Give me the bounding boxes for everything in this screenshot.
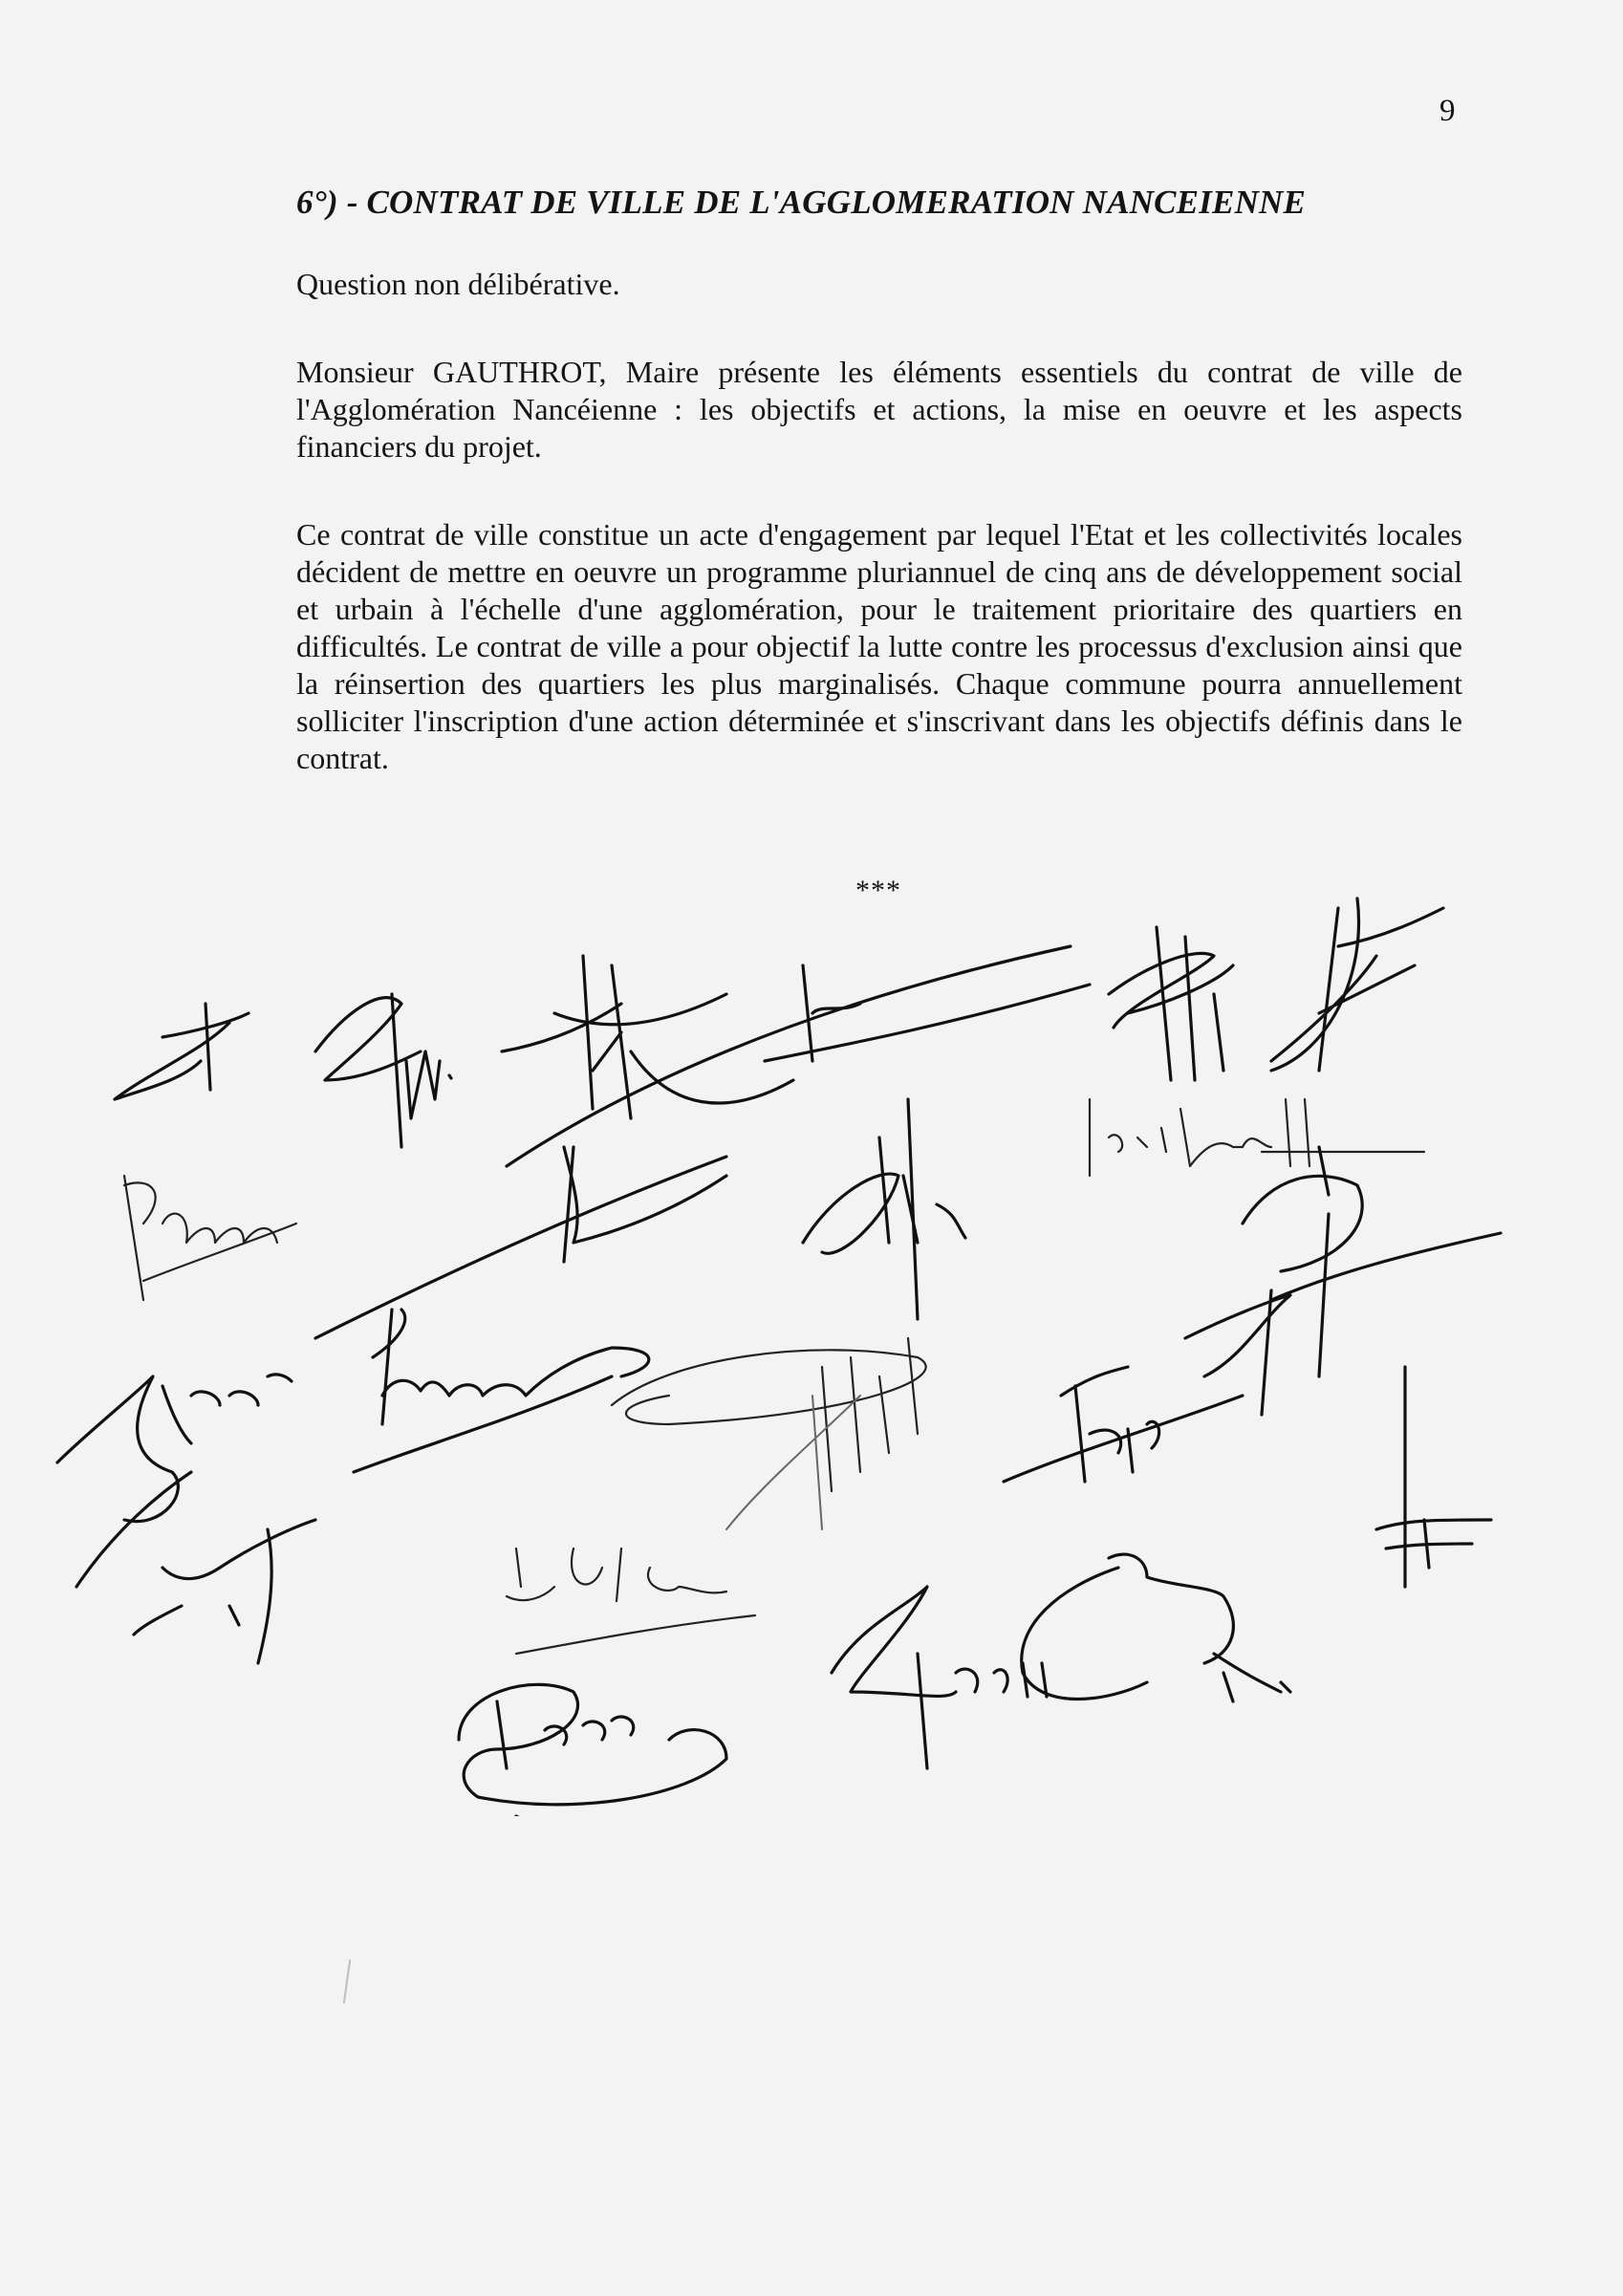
signature-faint bbox=[726, 1396, 860, 1529]
paragraph-question-type: Question non délibérative. bbox=[296, 267, 620, 301]
signature-5 bbox=[1109, 927, 1233, 1080]
signature-louis-bertrand bbox=[1090, 1099, 1424, 1176]
signature-prouye bbox=[124, 1176, 296, 1300]
paper-mark bbox=[343, 1960, 351, 2004]
paragraph-contract-description: Ce contrat de ville constitue un acte d'engagement par lequel l'Etat et les collectivités locales décident de mettre en oeuvre un programme pluriannuel de cinq ans de développement social et urbain à l'échelle d'une agglomération, pour le traitement prioritaire des quartiers en difficultés. Le contrat de ville a pour objectif la lutte contre les processus d'exclusion ainsi que la réinsertion des quartiers les plus marginalisés. Chaque commune pourra annuellement solliciter l'inscription d'une action déterminée et s'inscrivant dans les objectifs définis dans le contrat. bbox=[296, 517, 1462, 775]
signature-9 bbox=[1243, 1147, 1501, 1376]
signature-renaud bbox=[354, 1310, 649, 1472]
signature-11 bbox=[612, 1338, 926, 1491]
page-number: 9 bbox=[1439, 94, 1456, 128]
signature-15 bbox=[134, 1520, 315, 1663]
signature-10 bbox=[57, 1375, 292, 1587]
signature-long-stroke bbox=[315, 1157, 726, 1338]
signature-1 bbox=[115, 1004, 249, 1099]
signature-6 bbox=[1271, 899, 1443, 1071]
signature-8 bbox=[803, 1099, 965, 1319]
section-separator: *** bbox=[855, 875, 901, 906]
signature-pierre bbox=[459, 1684, 726, 1816]
signature-14 bbox=[1376, 1367, 1491, 1587]
signature-16 bbox=[1022, 1554, 1290, 1701]
signature-j-jolie bbox=[507, 1549, 755, 1654]
signature-2 bbox=[315, 994, 451, 1147]
paragraph-presentation: Monsieur GAUTHROT, Maire présente les éléments essentiels du contrat de ville de l'Agglomération Nancéienne : les objectifs et actions, la mise en oeuvre et les aspects financiers du projet. bbox=[296, 355, 1462, 464]
signature-bello bbox=[832, 1587, 1047, 1768]
signature-4 bbox=[507, 946, 1090, 1166]
signature-3 bbox=[502, 956, 793, 1118]
section-title: 6°) - CONTRAT DE VILLE DE L'AGGLOMERATION NANCEIENNE bbox=[296, 184, 1307, 221]
signatures-block bbox=[0, 860, 1623, 1816]
signature-12 bbox=[1004, 1367, 1243, 1482]
